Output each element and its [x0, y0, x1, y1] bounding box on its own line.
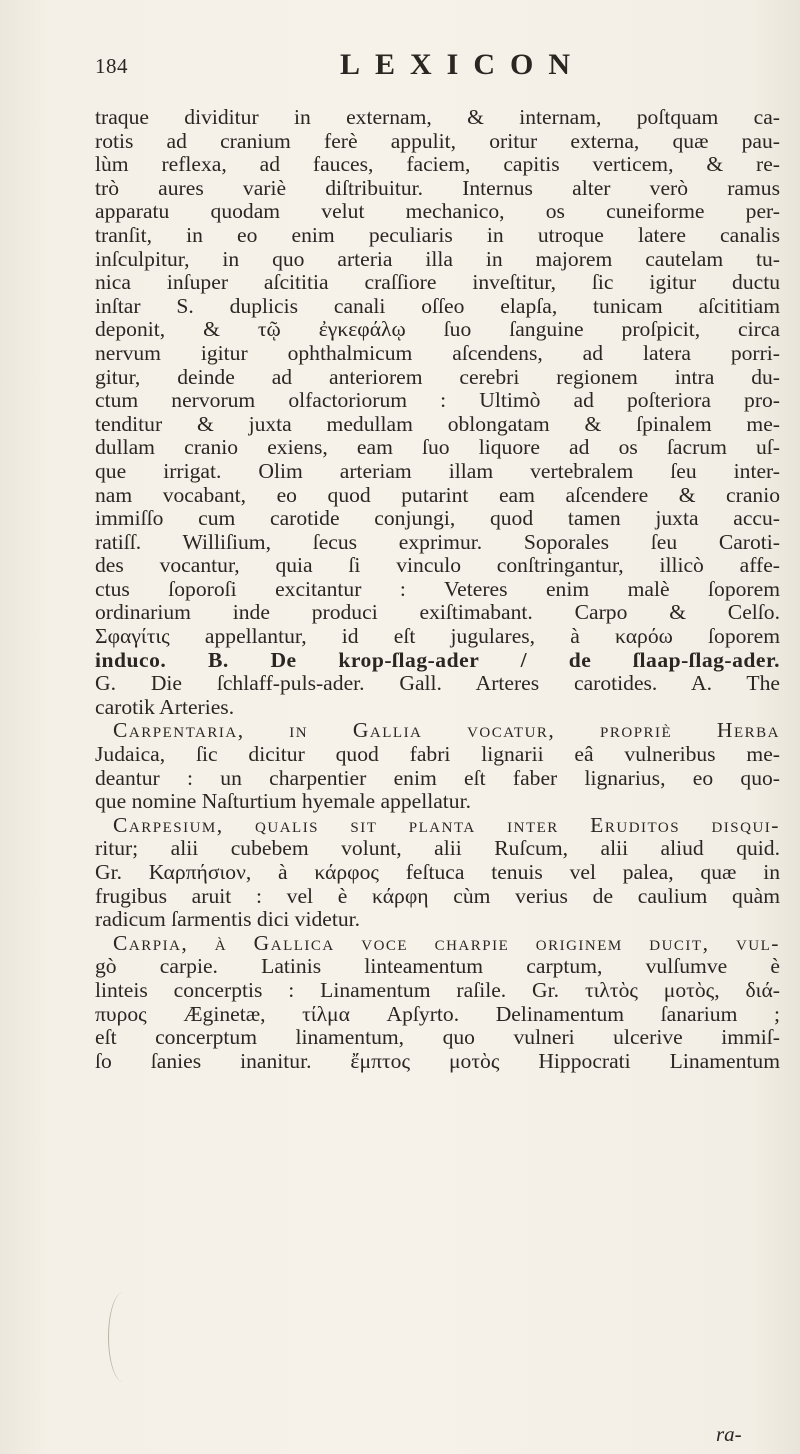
text-line: Judaica, ſic dicitur quod fabri lignarii eâ vulneribus me- [95, 743, 780, 767]
text-line: inſculpitur, in quo arteria illa in majorem cautelam tu- [95, 247, 780, 271]
text-line: dullam cranio exiens, eam ſuo liquore ad os ſacrum uſ- [95, 436, 780, 460]
page-edge-mark [108, 1292, 139, 1382]
text-line: deponit, & τῷ ἐγκεφάλῳ ſuo ſanguine proſpicit, circa [95, 318, 780, 342]
text-line: Σφαγίτις appellantur, id eſt jugulares, à καρόω ſoporem [95, 625, 780, 649]
text-line: frugibus aruit : vel è κάρφη cùm verius de caulium quàm [95, 884, 780, 908]
text-line: Gr. Καρπήσιον, à κάρφος feſtuca tenuis vel palea, quæ in [95, 861, 780, 884]
text-line: ratiſſ. Williſium, ſecus exprimur. Soporales ſeu Caroti- [95, 530, 780, 554]
text-line: inſtar S. duplicis canali oſſeo elapſa, tunicam aſcititiam [95, 294, 780, 318]
text-line: rotis ad cranium ferè appulit, oritur externa, quæ pau- [95, 129, 780, 153]
page-number: 184 [95, 54, 128, 78]
text-line: induco. B. De krop-ſlag-ader / de ſlaap-ſlag-ader. [95, 648, 780, 672]
entry-carpesium: Carpesium, qualis ſit planta inter Eruditos diſqui- [113, 813, 780, 837]
text-line: linteis concerptis : Linamentum raſile. Gr. τιλτὸς μοτὸς, διά- [95, 978, 780, 1002]
text-line: gò carpie. Latinis linteamentum carptum, vulſumve è [95, 955, 780, 979]
text-line: des vocantur, quia ſi vinculo conſtringantur, illicò affe- [95, 554, 780, 578]
text-line: ctum nervorum olfactoriorum : Ultimò ad poſteriora pro- [95, 389, 780, 413]
text-line: nervum igitur ophthalmicum aſcendens, ad latera porri- [95, 341, 780, 365]
text-line: immiſſo cum carotide conjungi, quod tamen juxta accu- [95, 507, 780, 531]
text-line: nam vocabant, eo quod putarint eam aſcendere & cranio [95, 483, 780, 507]
text-line: gitur, deinde ad anteriorem cerebri regionem intra du- [95, 365, 780, 389]
text-line: ſo ſanies inanitur. ἔμπτος μοτὸς Hippocrati Linamentum [95, 1049, 780, 1073]
text-line: trò aures variè diſtribuitur. Internus alter verò ramus [95, 176, 780, 200]
text-line: G. Die ſchlaff-puls-ader. Gall. Arteres carotides. A. The [95, 672, 780, 696]
entry-carpia: Carpia, à Gallica voce charpie originem ducit, vul- [113, 931, 780, 955]
text-line: carotik Arteries. [95, 695, 235, 719]
text-line: ctus ſoporoſi excitantur : Veteres enim malè ſoporem [95, 577, 780, 601]
text-line: radicum ſarmentis dici videtur. [95, 908, 361, 932]
text-line: πυρος Æginetæ, τίλμα Apſyrto. Delinamentum ſanarium ; [95, 1002, 780, 1026]
text-line: que irrigat. Olim arteriam illam vertebralem ſeu inter- [95, 459, 780, 483]
text-line: traque dividitur in externam, & internam, poſtquam ca- [95, 106, 780, 129]
text-line: eſt concerptum linamentum, quo vulneri ulcerive immiſ- [95, 1026, 780, 1050]
text-line: deantur : un charpentier enim eſt faber lignarius, eo quo- [95, 766, 780, 790]
running-head: LEXICON [340, 48, 586, 81]
page-header [95, 46, 735, 86]
text-line: ritur; alii cubebem volunt, alii Ruſcum, alii aliud quid. [95, 837, 780, 861]
text-line: lùm reflexa, ad fauces, faciem, capitis verticem, & re- [95, 153, 780, 177]
entry-carpentaria: Carpentaria, in Gallia vocatur, propriè Herba [113, 719, 780, 743]
catchword: ra- [716, 1422, 742, 1446]
text-line: que nomine Naſturtium hyemale appellatur. [95, 790, 471, 814]
text-line: ordinarium inde produci exiſtimabant. Carpo & Celſo. [95, 601, 780, 625]
text-line: tranſit, in eo enim peculiaris in utroque latere canalis [95, 223, 780, 247]
text-line: apparatu quodam velut mechanico, os cuneiforme per- [95, 200, 780, 224]
text-line: tenditur & juxta medullam oblongatam & ſpinalem me- [95, 412, 780, 436]
text-line: nica inſuper aſcititia craſſiore inveſtitur, ſic igitur ductu [95, 271, 780, 295]
body-text [95, 106, 780, 1073]
